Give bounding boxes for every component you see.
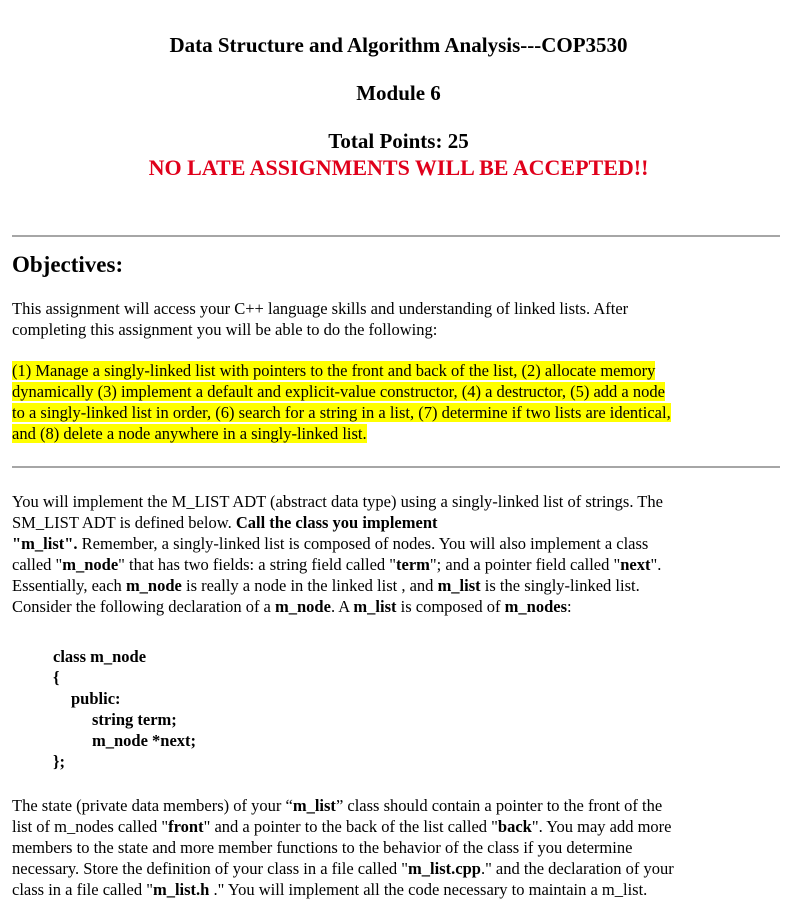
code-next-field: m_node *next; xyxy=(92,731,197,750)
document-title: Data Structure and Algorithm Analysis---COP3530 xyxy=(169,33,628,57)
intro-line: completing this assignment you will be able to do the following: xyxy=(12,320,438,339)
code-open-brace: { xyxy=(53,668,60,687)
description-line: Essentially, each m_node is really a node in the linked list , and m_list is the singly-linked list. xyxy=(12,576,640,595)
total-points: Total Points: 25 xyxy=(328,129,469,153)
divider-bottom xyxy=(12,466,780,468)
description-line: SM_LIST ADT is defined below. Call the class you implement xyxy=(12,513,438,532)
state-paragraph xyxy=(12,795,787,900)
description-line: called "m_node" that has two fields: a string field called "term"; and a pointer field called "next". xyxy=(12,555,662,574)
code-term-field: string term; xyxy=(92,710,177,729)
state-line: The state (private data members) of your “m_list” class should contain a pointer to the front of the xyxy=(12,796,663,815)
divider-top xyxy=(12,235,780,237)
state-line: necessary. Store the definition of your class in a file called "m_list.cpp." and the declaration of your xyxy=(12,859,674,878)
description-line: Consider the following declaration of a m_node. A m_list is composed of m_nodes: xyxy=(12,597,572,616)
objectives-goals xyxy=(12,360,787,444)
description-paragraph xyxy=(12,491,787,617)
goals-line: dynamically (3) implement a default and explicit-value constructor, (4) a destructor, (5) add a node xyxy=(12,382,665,401)
description-line: "m_list". Remember, a singly-linked list is composed of nodes. You will also implement a class xyxy=(12,534,649,553)
state-line: list of m_nodes called "front" and a pointer to the back of the list called "back". You may add more xyxy=(12,817,672,836)
code-public: public: xyxy=(71,689,121,708)
intro-line: This assignment will access your C++ language skills and understanding of linked lists. After xyxy=(12,299,629,318)
late-warning: NO LATE ASSIGNMENTS WILL BE ACCEPTED!! xyxy=(148,155,649,180)
state-line: class in a file called "m_list.h ." You will implement all the code necessary to maintain a m_list. xyxy=(12,880,648,899)
state-line: members to the state and more member functions to the behavior of the class if you determine xyxy=(12,838,633,857)
module-label: Module 6 xyxy=(356,81,441,105)
objectives-heading: Objectives: xyxy=(12,252,124,277)
code-class-decl: class m_node xyxy=(53,647,147,666)
goals-line: to a singly-linked list in order, (6) search for a string in a list, (7) determine if two lists are identical, xyxy=(12,403,671,422)
objectives-intro xyxy=(12,298,787,340)
description-line: You will implement the M_LIST ADT (abstract data type) using a singly-linked list of strings. The xyxy=(12,492,663,511)
goals-line: (1) Manage a singly-linked list with pointers to the front and back of the list, (2) allocate memory xyxy=(12,361,656,380)
code-close-brace: }; xyxy=(53,752,65,771)
goals-line: and (8) delete a node anywhere in a singly-linked list. xyxy=(12,424,367,443)
